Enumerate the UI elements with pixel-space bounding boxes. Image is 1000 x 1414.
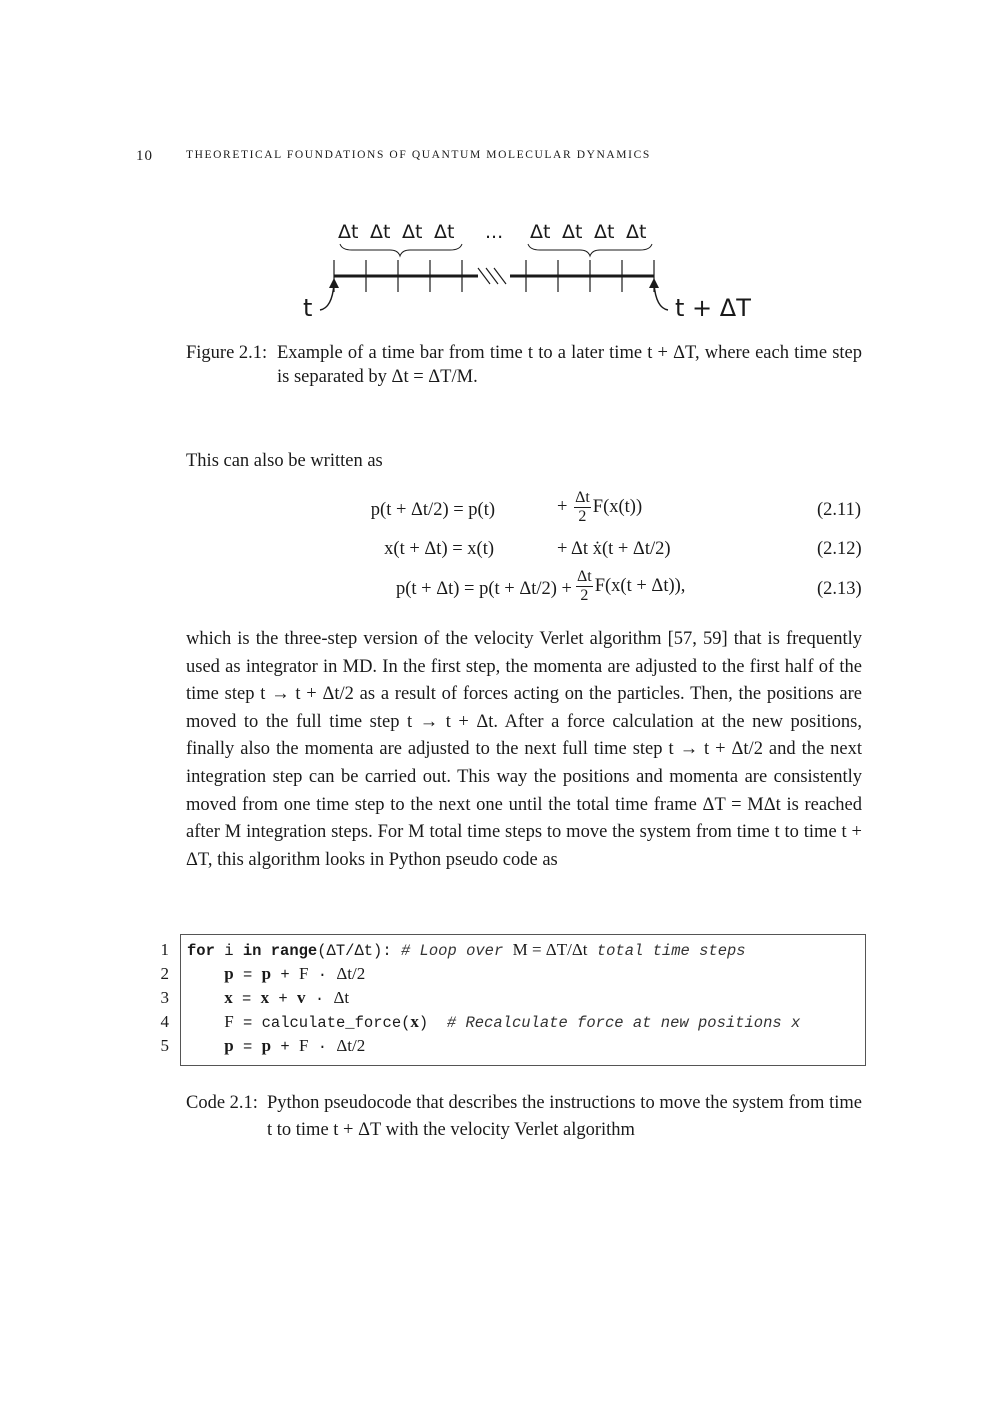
calculate-force-call: calculate_force(: [261, 1014, 411, 1032]
code-comment-end: total time steps: [587, 942, 746, 960]
var-p: p: [261, 1036, 272, 1055]
eq-2-11-plus: +: [557, 496, 568, 517]
comment-math: M = ΔT/Δt: [512, 940, 588, 959]
start-time-label: t: [303, 294, 313, 322]
running-head: [136, 148, 896, 170]
var-F: F: [298, 964, 309, 983]
half-timestep: Δt/2: [336, 1036, 366, 1055]
page-number: 10: [136, 148, 153, 164]
dt-label-6: Δt: [562, 221, 583, 243]
body-paragraph: which is the three-step version of the velocity Verlet algorithm [57, 59] that is frequently used as integrator in MD. In the first step, the momenta are adjusted to the first half of the time step t → t + Δt/2 as a result of forces acting on the particles. Then, the positions are moved to the full time step t → t + Δt. After a force calculation at the new positions, finally also the momenta are adjusted to the next full time step t → t + Δt/2 and the next integration step can be carried out. This way the positions and momenta are consistently moved from one time step to the next one until the total time frame ΔT = MΔt is reached after M integration steps. For M total time steps to move the system from time t to time t + ΔT, this algorithm looks in Python pseudo code as: [186, 629, 862, 870]
keyword-in: in: [242, 942, 262, 960]
code-comment: # Loop over: [391, 942, 513, 960]
axis-break-mark: [478, 268, 506, 284]
dt-label-8: Δt: [626, 221, 647, 243]
equation-2-12: [0, 539, 1000, 565]
code-line-3: [160, 988, 867, 1012]
eq-2-13-number: (2.13): [817, 579, 862, 599]
dt-label-3: Δt: [402, 221, 423, 243]
end-time-label: t + ΔT: [675, 294, 751, 322]
keyword-for: for: [187, 942, 215, 960]
var-F: F: [224, 1012, 234, 1031]
eq-2-13-lhs: p(t + Δt) = p(t + Δt/2) +: [396, 579, 572, 599]
var-x: x: [260, 988, 270, 1007]
figure-caption-text: Example of a time bar from time t to a later time t + ΔT, where each time step is separated by Δt = ΔT/M.: [277, 343, 862, 387]
eq-2-12-number: (2.12): [817, 539, 862, 559]
eq-2-11-lhs: p(t + Δt/2) = p(t): [370, 500, 495, 520]
op-assign: =: [233, 966, 262, 984]
line-number-5: 5: [160, 1036, 169, 1055]
time-bar-figure: [290, 210, 770, 330]
var-x: x: [224, 988, 233, 1007]
code-line-2: [160, 964, 867, 988]
op-plus: +: [269, 990, 298, 1008]
op-dot: ·: [308, 966, 337, 984]
eq-2-13-frac-den: 2: [580, 587, 589, 604]
half-timestep: Δt/2: [336, 964, 366, 983]
op-plus: +: [271, 1038, 299, 1056]
range-function: range: [261, 942, 318, 960]
loop-variable: i: [214, 942, 243, 960]
dt-label-2: Δt: [370, 221, 391, 243]
chapter-title: THEORETICAL FOUNDATIONS OF QUANTUM MOLECULAR DYNAMICS: [186, 149, 651, 161]
range-argument: (ΔT/Δt):: [317, 942, 392, 960]
line-number-3: 3: [160, 988, 169, 1007]
var-v: v: [297, 988, 306, 1007]
line-number-4: 4: [160, 1012, 169, 1031]
close-paren: ): [418, 1014, 429, 1032]
intro-text: This can also be written as: [186, 451, 383, 471]
code-line-5: [160, 1036, 867, 1060]
ellipsis-label: ...: [485, 221, 504, 243]
code-line-4: [160, 1012, 867, 1036]
var-p: p: [261, 964, 272, 983]
figure-caption-label: Figure 2.1:: [186, 343, 268, 363]
code-comment: # Recalculate force at new positions x: [428, 1014, 801, 1032]
eq-2-11-frac-den: 2: [578, 508, 587, 525]
line-number-1: 1: [160, 940, 169, 959]
equation-2-11: [0, 489, 1000, 535]
eq-2-12-lhs: x(t + Δt) = x(t): [384, 539, 494, 559]
code-caption-label: Code 2.1:: [186, 1093, 258, 1113]
dt-label-5: Δt: [530, 221, 551, 243]
timestep: Δt: [333, 988, 350, 1007]
eq-2-13-frac-num: Δt: [577, 568, 592, 585]
equation-2-13: [0, 568, 1000, 614]
var-p: p: [224, 1036, 234, 1055]
var-p: p: [224, 964, 234, 983]
dt-label-1: Δt: [338, 221, 359, 243]
code-line-1: [160, 940, 867, 964]
op-assign: =: [233, 1038, 262, 1056]
eq-2-11-rhs: F(x(t)): [592, 496, 643, 517]
dt-label-7: Δt: [594, 221, 615, 243]
eq-2-11-frac-num: Δt: [575, 489, 590, 506]
op-dot: ·: [308, 1038, 337, 1056]
op-plus: +: [271, 966, 299, 984]
line-number-2: 2: [160, 964, 169, 983]
dt-label-4: Δt: [434, 221, 455, 243]
eq-2-12-rhs: + Δt ẋ(t + Δt/2): [557, 539, 671, 559]
start-arrowhead: [329, 278, 339, 288]
left-brace: [340, 244, 462, 256]
op-assign: =: [232, 990, 261, 1008]
right-brace: [528, 244, 652, 256]
op-assign: =: [233, 1014, 262, 1032]
code-listing: [160, 934, 866, 1066]
eq-2-11-number: (2.11): [817, 500, 862, 520]
eq-2-13-rhs: F(x(t + Δt)),: [594, 575, 686, 596]
end-arrowhead: [649, 278, 659, 288]
var-F: F: [298, 1036, 309, 1055]
op-dot: ·: [305, 990, 334, 1008]
code-caption-text: Python pseudocode that describes the instructions to move the system from time t to time t + ΔT with the velocity Verlet algorithm: [267, 1093, 862, 1140]
var-x: x: [410, 1012, 419, 1031]
